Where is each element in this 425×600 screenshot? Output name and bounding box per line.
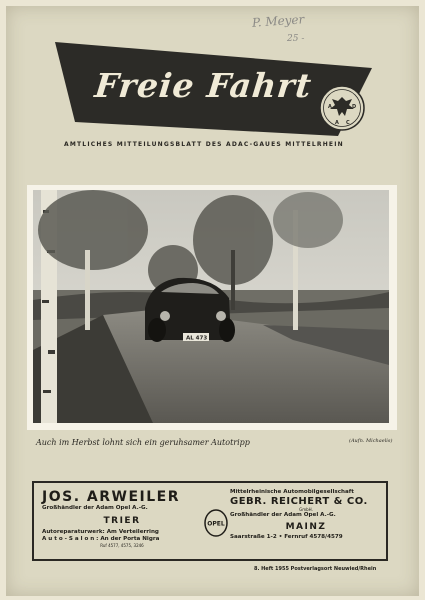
adac-emblem-icon <box>320 86 364 130</box>
magazine-subtitle: AMTLICHES MITTEILUNGSBLATT DES ADAC-GAUES MITTELRHEIN <box>64 141 344 148</box>
reichert-name: GEBR. REICHERT & CO. <box>230 496 368 507</box>
advertisement-box <box>32 481 388 561</box>
emblem-letter-a1: A <box>328 104 332 110</box>
arweiler-phone: Ruf 4577, 4575, 3246 <box>100 543 144 548</box>
opel-logo-icon <box>204 509 228 537</box>
reichert-tagline: Mittelrheinische Automobilgesellschaft <box>230 489 354 495</box>
photo-caption: Auch im Herbst lohnt sich ein geruhsamer Autotripp <box>36 438 250 447</box>
arweiler-dealer-line: Großhändler der Adam Opel A.-G. <box>42 505 148 511</box>
handwritten-number: 25 - <box>287 34 305 44</box>
issue-footer: 8. Heft 1955 Postverlagsort Neuwied/Rhein <box>254 566 377 572</box>
arweiler-workshop: Autoreparaturwerk: Am Verteilerring <box>42 529 159 535</box>
ad-reichert <box>230 489 382 541</box>
emblem-letter-d: D <box>352 104 357 110</box>
reichert-city: MAINZ <box>285 522 327 532</box>
emblem-letter-c: C <box>346 120 350 126</box>
magazine-title: Freie Fahrt <box>92 66 314 105</box>
ad-arweiler <box>42 489 202 548</box>
arweiler-salon: A u t o - S a l o n : An der Porta Nigra <box>42 536 160 542</box>
reichert-address: Saarstraße 1-2 • Fernruf 4578/4579 <box>230 534 343 540</box>
photo-credit: (Aufn. Michaelis) <box>349 438 393 444</box>
reichert-legal: GmbH. <box>299 507 313 512</box>
arweiler-city: TRIER <box>103 516 141 526</box>
emblem-letter-a2: A <box>335 120 339 126</box>
cover-photo <box>33 190 389 423</box>
handwritten-note: P. Meyer <box>251 12 305 30</box>
svg-text:OPEL: OPEL <box>207 520 225 528</box>
arweiler-name: JOS. ARWEILER <box>42 489 180 505</box>
license-plate: AL 473 <box>186 335 208 342</box>
reichert-dealer-line: Großhändler der Adam Opel A.-G. <box>230 512 336 518</box>
